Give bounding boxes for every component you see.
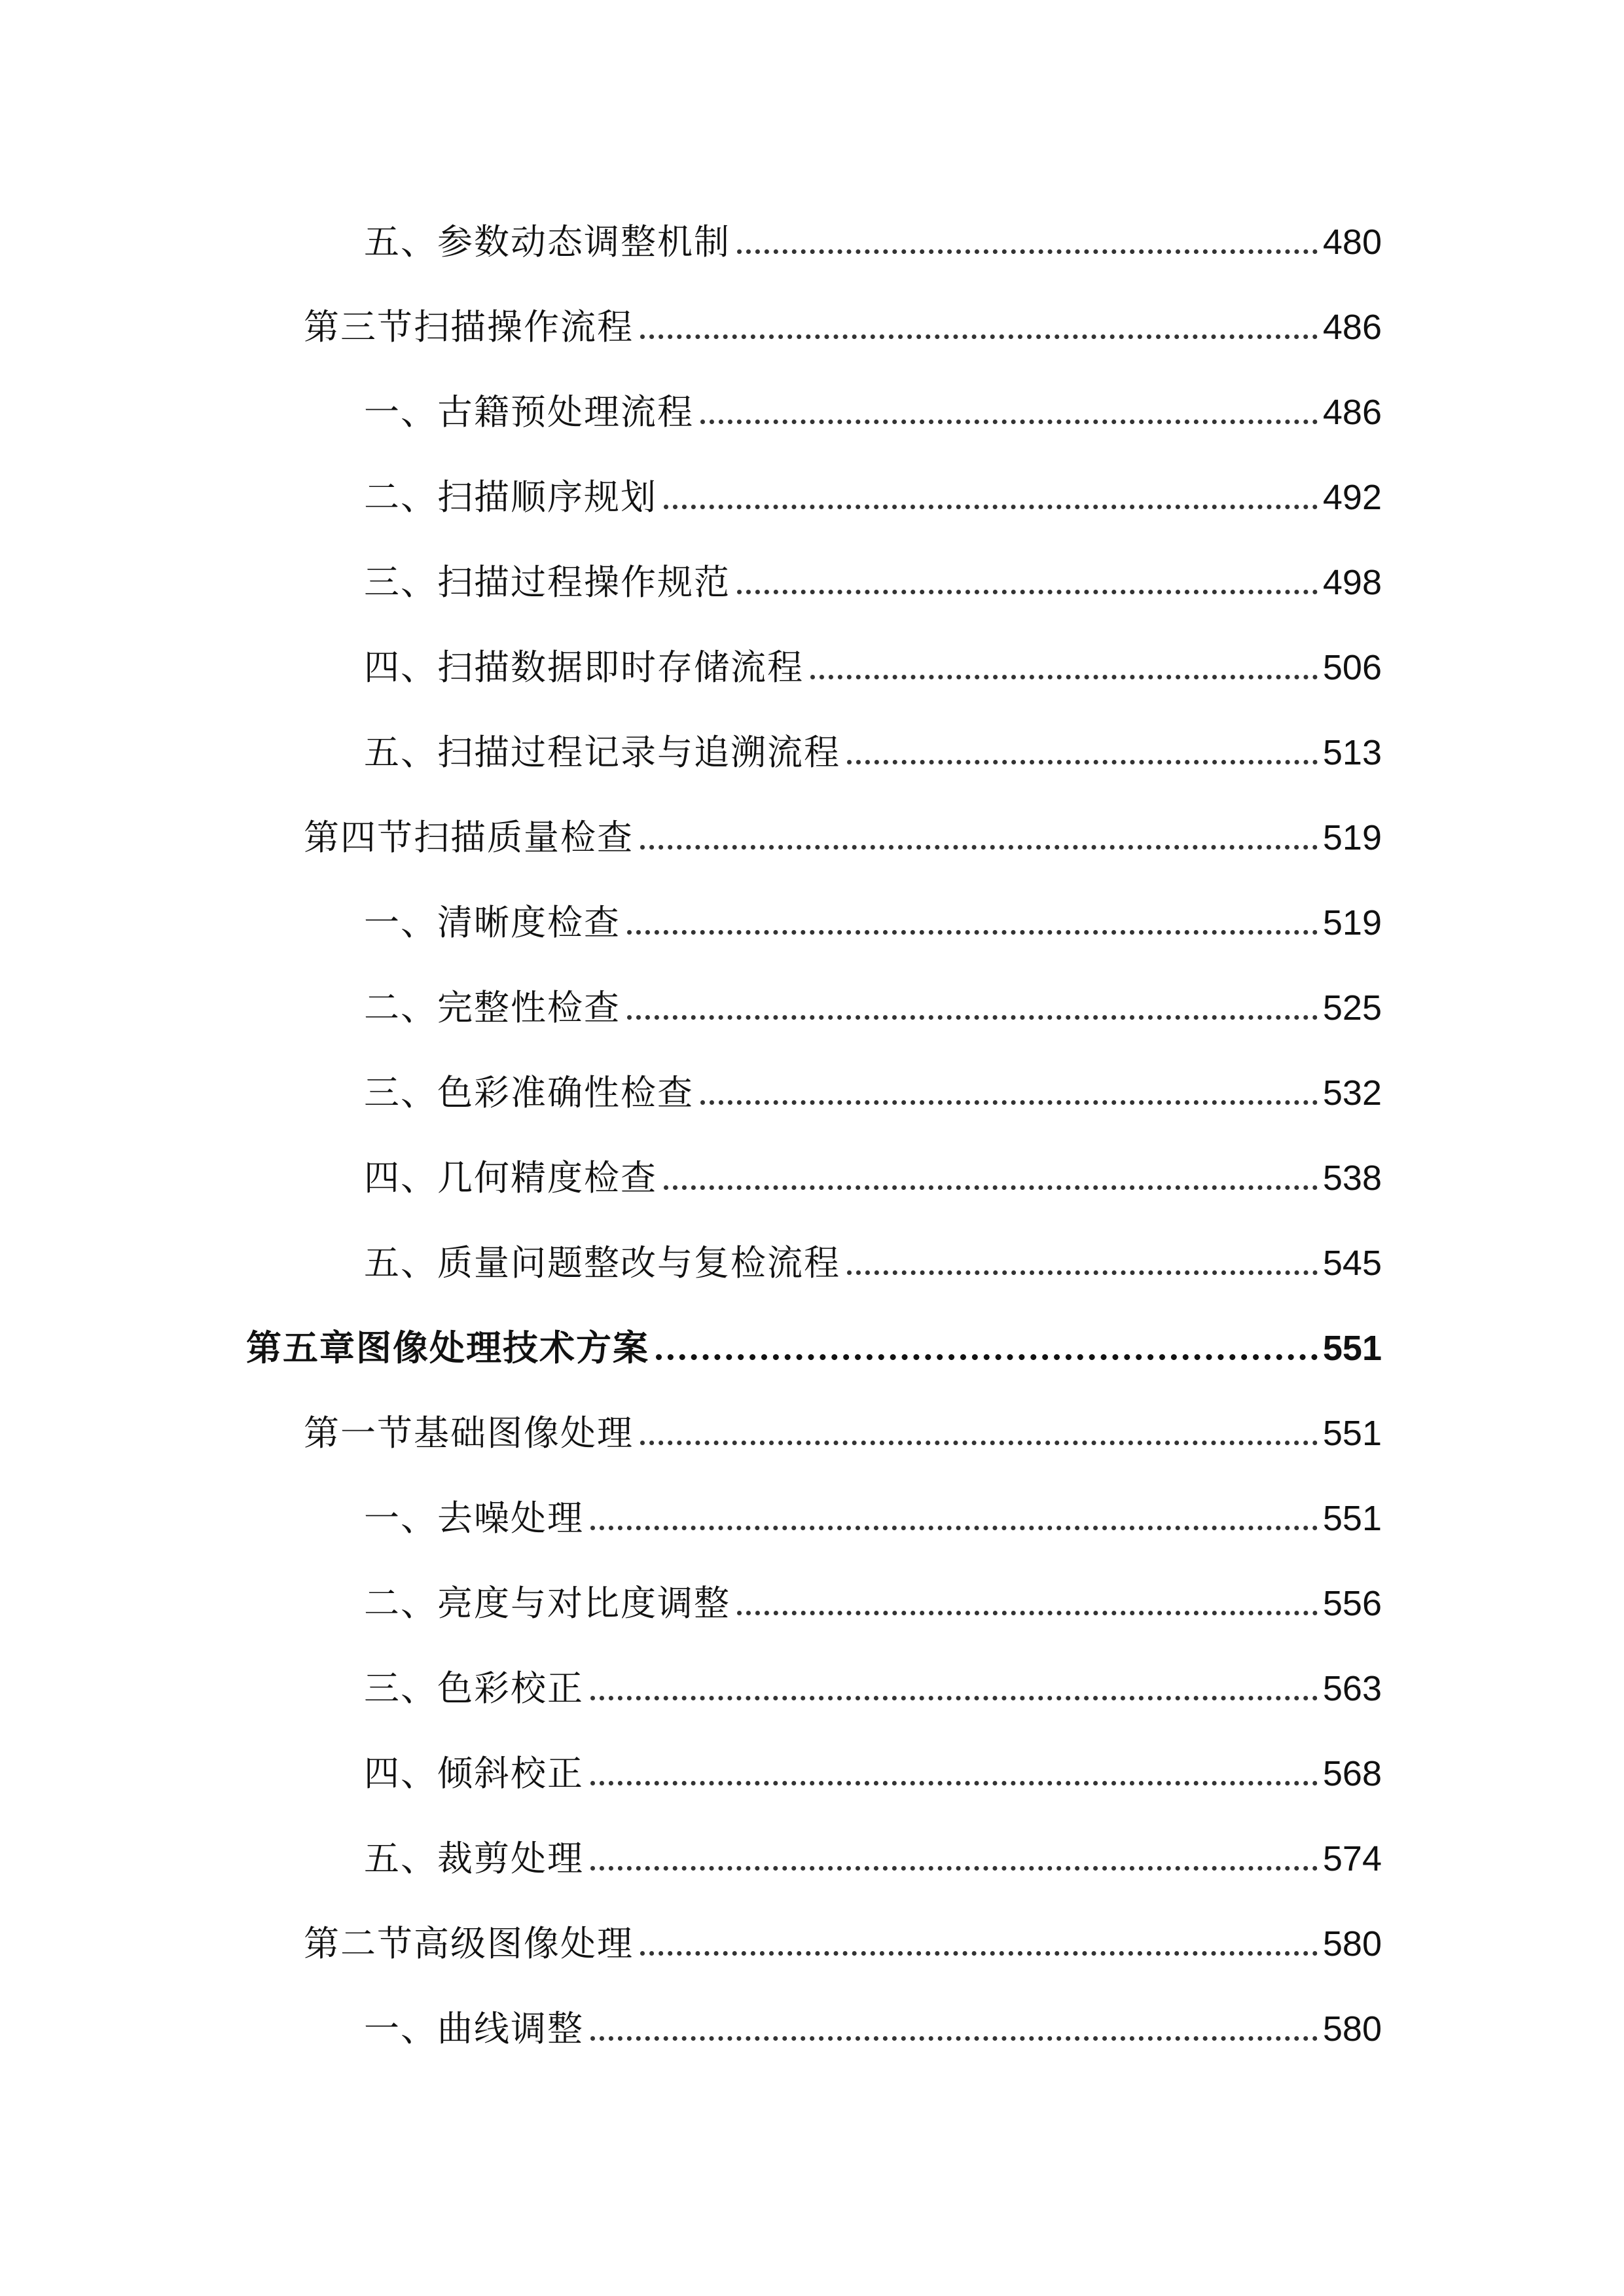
toc-entry-title: 一、古籍预处理流程 — [364, 391, 694, 433]
toc-entry-title: 第三节扫描操作流程 — [304, 306, 634, 348]
toc-entry-page: 519 — [1322, 903, 1382, 942]
toc-entry[interactable] — [364, 1572, 1382, 1624]
dot-leader — [737, 249, 1318, 254]
dot-leader — [737, 1611, 1318, 1615]
dot-leader — [640, 1441, 1318, 1445]
dot-leader — [847, 760, 1318, 764]
dot-leader — [700, 1100, 1318, 1105]
toc-entry-page: 580 — [1322, 2009, 1382, 2049]
toc-entry[interactable] — [364, 1657, 1382, 1710]
toc-entry-page: 506 — [1322, 648, 1382, 687]
dot-leader — [627, 1015, 1318, 1020]
toc-entry-page: 498 — [1322, 563, 1382, 602]
toc-entry-title: 五、扫描过程记录与追溯流程 — [364, 732, 840, 773]
toc-entry-page: 568 — [1322, 1754, 1382, 1793]
toc-entry-title: 三、色彩校正 — [364, 1668, 584, 1709]
toc-entry-page: 486 — [1322, 308, 1382, 347]
dot-leader — [664, 1185, 1318, 1190]
toc-entry-page: 556 — [1322, 1584, 1382, 1623]
toc-entry[interactable] — [364, 1742, 1382, 1795]
toc-entry-title: 第二节高级图像处理 — [304, 1923, 634, 1964]
dot-leader — [640, 334, 1318, 339]
toc-entry[interactable] — [304, 296, 1382, 348]
toc-entry-title: 三、色彩准确性检查 — [364, 1072, 694, 1113]
toc-entry-title: 二、完整性检查 — [364, 987, 621, 1028]
toc-entry[interactable] — [304, 1912, 1382, 1965]
toc-entry-title: 一、清晰度检查 — [364, 902, 621, 943]
toc-entry[interactable] — [364, 1062, 1382, 1114]
toc-entry-title: 一、去噪处理 — [364, 1498, 584, 1539]
dot-leader — [590, 1526, 1318, 1530]
dot-leader — [627, 930, 1318, 935]
dot-leader — [640, 845, 1318, 850]
toc-entry-page: 513 — [1322, 733, 1382, 772]
toc-entry-title: 二、亮度与对比度调整 — [364, 1583, 731, 1624]
toc-entry-chapter[interactable] — [246, 1317, 1382, 1369]
toc-entry[interactable] — [364, 891, 1382, 944]
toc-entry-page: 525 — [1322, 988, 1382, 1028]
toc-entry-page: 492 — [1322, 478, 1382, 517]
dot-leader — [847, 1270, 1318, 1275]
toc-entry[interactable] — [364, 381, 1382, 433]
toc-entry[interactable] — [364, 636, 1382, 689]
toc-entry-page: 551 — [1322, 1499, 1382, 1538]
toc-entry-page: 551 — [1322, 1329, 1382, 1368]
toc-entry-title: 五、质量问题整改与复检流程 — [364, 1242, 840, 1283]
toc-entry-title: 一、曲线调整 — [364, 2008, 584, 2049]
toc-entry[interactable] — [304, 1402, 1382, 1454]
toc-entry[interactable] — [364, 1147, 1382, 1199]
toc-entry-title: 四、几何精度检查 — [364, 1157, 657, 1198]
toc-entry-page: 538 — [1322, 1158, 1382, 1198]
toc-entry-title: 五、裁剪处理 — [364, 1838, 584, 1879]
toc-entry-title: 第五章图像处理技术方案 — [246, 1327, 649, 1369]
dot-leader — [700, 420, 1318, 424]
toc-entry[interactable] — [364, 1232, 1382, 1284]
toc-entry-page: 580 — [1322, 1924, 1382, 1964]
toc-entry-page: 551 — [1322, 1414, 1382, 1453]
dot-leader — [737, 590, 1318, 594]
toc-entry-title: 四、倾斜校正 — [364, 1753, 584, 1794]
dot-leader — [590, 1866, 1318, 1871]
dot-leader — [590, 1781, 1318, 1785]
toc-entry-title: 二、扫描顺序规划 — [364, 476, 657, 518]
toc-entry-title: 第四节扫描质量检查 — [304, 817, 634, 858]
toc-entry[interactable] — [364, 1827, 1382, 1880]
toc-entry[interactable] — [364, 977, 1382, 1029]
toc-entry[interactable] — [364, 721, 1382, 774]
dot-leader — [590, 2036, 1318, 2041]
dot-leader — [640, 1951, 1318, 1956]
toc-entry-page: 563 — [1322, 1669, 1382, 1708]
toc-entry[interactable] — [364, 1487, 1382, 1539]
toc-entry-page: 545 — [1322, 1244, 1382, 1283]
toc-entry-title: 三、扫描过程操作规范 — [364, 562, 731, 603]
toc-entry[interactable] — [364, 466, 1382, 518]
toc-entry-page: 574 — [1322, 1839, 1382, 1878]
toc-entry-page: 486 — [1322, 393, 1382, 432]
dot-leader — [664, 505, 1318, 509]
toc-entry-page: 532 — [1322, 1073, 1382, 1113]
toc-entry-title: 四、扫描数据即时存储流程 — [364, 647, 804, 688]
dot-leader — [810, 675, 1318, 679]
toc-entry[interactable] — [364, 1998, 1382, 2050]
toc-entry[interactable] — [364, 211, 1382, 263]
dot-leader — [656, 1354, 1318, 1360]
toc-entry-title: 第一节基础图像处理 — [304, 1412, 634, 1454]
toc-entry-page: 480 — [1322, 223, 1382, 262]
toc-entry-page: 519 — [1322, 818, 1382, 857]
toc-entry[interactable] — [364, 551, 1382, 603]
toc-entry-title: 五、参数动态调整机制 — [364, 221, 731, 262]
dot-leader — [590, 1696, 1318, 1700]
toc-entry[interactable] — [304, 806, 1382, 859]
